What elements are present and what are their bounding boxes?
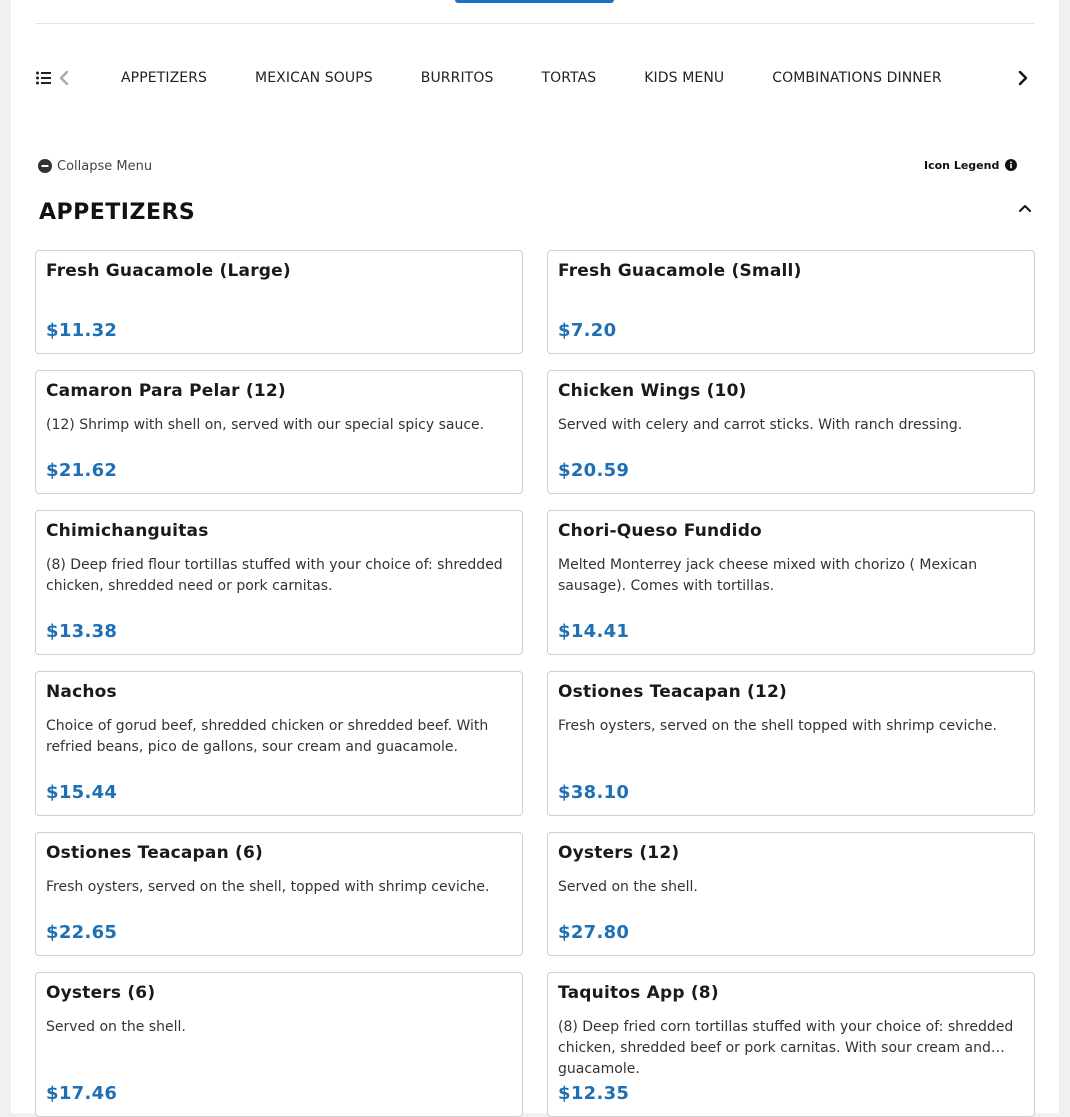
category-nav — [35, 56, 1034, 100]
menu-item-card[interactable] — [547, 972, 1035, 1117]
collapse-menu-label: Collapse Menu — [57, 158, 153, 174]
item-price: $27.80 — [558, 922, 630, 943]
item-description: Choice of gorud beef, shredded chicken or shredded beef. With refried beans, pico de gallons, sour cream and guacamole. — [46, 718, 489, 755]
item-description: Served on the shell. — [46, 1019, 186, 1035]
minus-circle-icon — [38, 159, 52, 173]
item-price: $11.32 — [46, 320, 118, 341]
item-name: Oysters (6) — [46, 983, 156, 1003]
chevron-right-icon[interactable] — [1015, 68, 1031, 88]
item-name: Chori-Queso Fundido — [558, 521, 762, 541]
menu-item-card[interactable] — [35, 250, 523, 354]
item-price: $22.65 — [46, 922, 118, 943]
list-icon[interactable] — [35, 69, 53, 87]
item-price: $17.46 — [46, 1083, 118, 1104]
menu-page — [11, 0, 1059, 1113]
item-description: (12) Shrimp with shell on, served with our special spicy sauce. — [46, 417, 485, 433]
item-description: Fresh oysters, served on the shell topped with shrimp ceviche. — [558, 718, 997, 734]
item-description: Served with celery and carrot sticks. With ranch dressing. — [558, 417, 963, 433]
item-description: (8) Deep fried corn tortillas stuffed with your choice of: shredded chicken, shredded beef or pork carnitas. With sour cream and guacamole. — [558, 1019, 1014, 1077]
icon-legend-button[interactable] — [924, 156, 1017, 174]
item-name: Chimichanguitas — [46, 521, 209, 541]
menu-item-card[interactable] — [547, 250, 1035, 354]
menu-item-card[interactable] — [547, 832, 1035, 956]
item-price: $15.44 — [46, 782, 118, 803]
section-title: APPETIZERS — [39, 200, 196, 225]
item-description: Melted Monterrey jack cheese mixed with chorizo ( Mexican sausage). Comes with tortillas. — [558, 557, 978, 594]
item-description: (8) Deep fried flour tortillas stuffed with your choice of: shredded chicken, shredded need or pork carnitas. — [46, 557, 503, 594]
item-description: Served on the shell. — [558, 879, 698, 895]
item-name: Taquitos App (8) — [558, 983, 719, 1003]
menu-item-card[interactable] — [35, 972, 523, 1117]
item-name: Oysters (12) — [558, 843, 680, 863]
menu-item-card[interactable] — [547, 671, 1035, 816]
item-name: Chicken Wings (10) — [558, 381, 747, 401]
item-price: $14.41 — [558, 621, 630, 642]
info-icon — [1005, 159, 1017, 171]
item-name: Fresh Guacamole (Small) — [558, 261, 802, 281]
item-price: $38.10 — [558, 782, 630, 803]
menu-item-card[interactable] — [35, 510, 523, 655]
chevron-left-icon[interactable] — [57, 68, 71, 88]
item-price: $21.62 — [46, 460, 118, 481]
item-name: Ostiones Teacapan (12) — [558, 682, 788, 702]
item-price: $13.38 — [46, 621, 118, 642]
item-name: Ostiones Teacapan (6) — [46, 843, 263, 863]
nav-item-combinations-dinner[interactable]: COMBINATIONS DINNER — [772, 70, 942, 86]
menu-item-card[interactable] — [547, 370, 1035, 494]
nav-item-appetizers[interactable]: APPETIZERS — [121, 70, 208, 86]
nav-item-burritos[interactable]: BURRITOS — [420, 70, 494, 86]
chevron-up-icon[interactable] — [1017, 200, 1033, 216]
nav-item-tortas[interactable]: TORTAS — [541, 70, 597, 86]
nav-item-kids-menu[interactable]: KIDS MENU — [644, 70, 725, 86]
menu-item-card[interactable] — [547, 510, 1035, 655]
item-name: Fresh Guacamole (Large) — [46, 261, 291, 281]
icon-legend-label: Icon Legend — [924, 158, 1000, 172]
category-list — [97, 56, 997, 100]
collapse-menu-button[interactable] — [38, 156, 152, 176]
nav-item-mexican-soups[interactable]: MEXICAN SOUPS — [255, 70, 373, 86]
menu-item-card[interactable] — [35, 832, 523, 956]
item-price: $20.59 — [558, 460, 630, 481]
menu-item-card[interactable] — [35, 370, 523, 494]
item-price: $7.20 — [558, 320, 617, 341]
top-bar — [35, 0, 1034, 24]
order-button[interactable] — [455, 0, 614, 3]
item-price: $12.35 — [558, 1083, 630, 1104]
item-description: Fresh oysters, served on the shell, topped with shrimp ceviche. — [46, 879, 490, 895]
menu-item-card[interactable] — [35, 671, 523, 816]
item-name: Camaron Para Pelar (12) — [46, 381, 286, 401]
item-name: Nachos — [46, 682, 117, 702]
